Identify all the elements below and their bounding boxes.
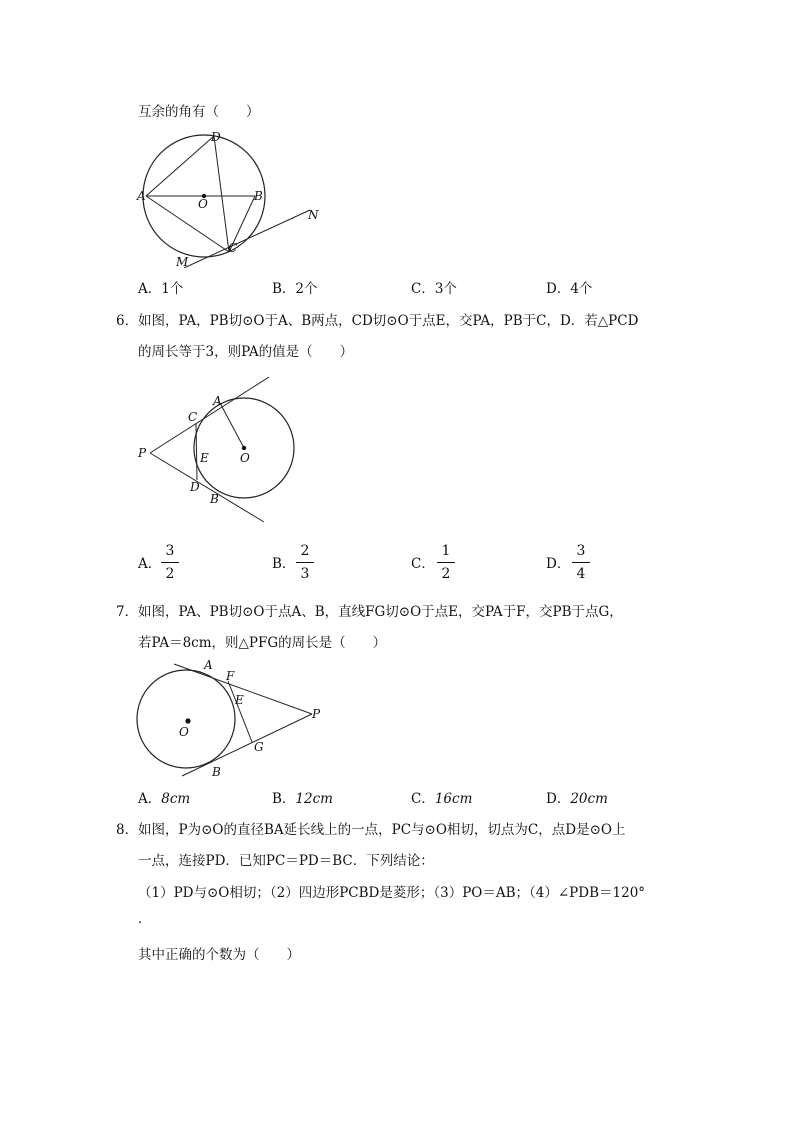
q8-question: 其中正确的个数为（ ）: [138, 947, 300, 963]
q5-option-c[interactable]: C．3个: [411, 281, 457, 297]
q6-label-P: P: [138, 446, 147, 460]
q6-number: 6．: [116, 313, 139, 329]
q6-label-E: E: [200, 451, 209, 465]
q7-stem-line2: 若PA＝8cm，则△PFG的周长是（ ）: [138, 635, 387, 651]
q8-stem-line2: 一点，连接PD．已知PC＝PD＝BC．下列结论：: [138, 853, 434, 869]
q8-statements: （1）PD与⊙O相切；（2）四边形PCBD是菱形；（3）PO＝AB；（4）∠PDB＝120°: [138, 885, 646, 901]
q8-stem-line1: 如图，P为⊙O的直径BA延长线上的一点，PC与⊙O相切，切点为C，点D是⊙O上: [138, 822, 626, 838]
q5-label-A: A: [137, 189, 146, 203]
q5-label-O: O: [198, 197, 208, 211]
q6-label-O: O: [240, 451, 250, 465]
q8-number: 8．: [116, 822, 139, 838]
q6-label-A: A: [213, 394, 222, 408]
q6-option-c-fraction[interactable]: 1 2: [437, 542, 455, 583]
q7-label-O: O: [179, 725, 189, 739]
q7-option-a[interactable]: A．8cm: [138, 791, 191, 807]
q7-stem-line1: 如图，PA、PB切⊙O于点A、B，直线FG切⊙O于点E，交PA于F，交PB于点G，: [138, 604, 623, 620]
q6-label-C: C: [188, 410, 198, 424]
q5-label-M: M: [176, 255, 189, 268]
q6-label-D: D: [190, 480, 200, 494]
q6-option-c-letter[interactable]: C．: [411, 556, 435, 572]
q5-option-a[interactable]: A．1个: [138, 281, 184, 297]
q6-option-a-fraction[interactable]: 3 2: [161, 542, 179, 583]
q7-label-P: P: [312, 707, 321, 721]
q7-label-F: F: [226, 669, 235, 683]
q6-option-a-letter[interactable]: A．: [138, 556, 162, 572]
q7-label-A: A: [204, 658, 213, 672]
q5-option-b[interactable]: B．2个: [272, 281, 318, 297]
q5-label-N: N: [308, 208, 319, 222]
q8-period: ．: [138, 911, 152, 927]
q5-option-d[interactable]: D．4个: [546, 281, 593, 297]
q7-label-E: E: [235, 693, 244, 707]
q7-label-G: G: [254, 740, 264, 754]
q7-option-c[interactable]: C．16cm: [411, 791, 473, 807]
q6-option-d-fraction[interactable]: 3 4: [572, 542, 590, 583]
q5-stem-tail: 互余的角有（ ）: [138, 104, 260, 120]
q5-label-B: B: [254, 189, 263, 203]
q7-number: 7．: [116, 604, 139, 620]
q5-label-C: C: [228, 241, 238, 255]
q6-stem-line1: 如图，PA，PB切⊙O于A、B两点，CD切⊙O于点E，交PA，PB于C，D．若△PCD: [138, 313, 639, 329]
q6-option-b-fraction[interactable]: 2 3: [296, 542, 314, 583]
q6-option-b-letter[interactable]: B．: [272, 556, 296, 572]
q6-stem-line2: 的周长等于3，则PA的值是（ ）: [138, 344, 354, 360]
q7-label-B: B: [212, 765, 221, 779]
q7-figure: [134, 656, 326, 780]
q5-label-D: D: [211, 130, 221, 144]
q7-option-b[interactable]: B．12cm: [272, 791, 333, 807]
q6-figure: [134, 372, 304, 532]
q7-option-d[interactable]: D．20cm: [546, 791, 608, 807]
q6-label-B: B: [210, 492, 219, 506]
q6-option-d-letter[interactable]: D．: [546, 556, 571, 572]
q5-figure: [134, 128, 330, 268]
